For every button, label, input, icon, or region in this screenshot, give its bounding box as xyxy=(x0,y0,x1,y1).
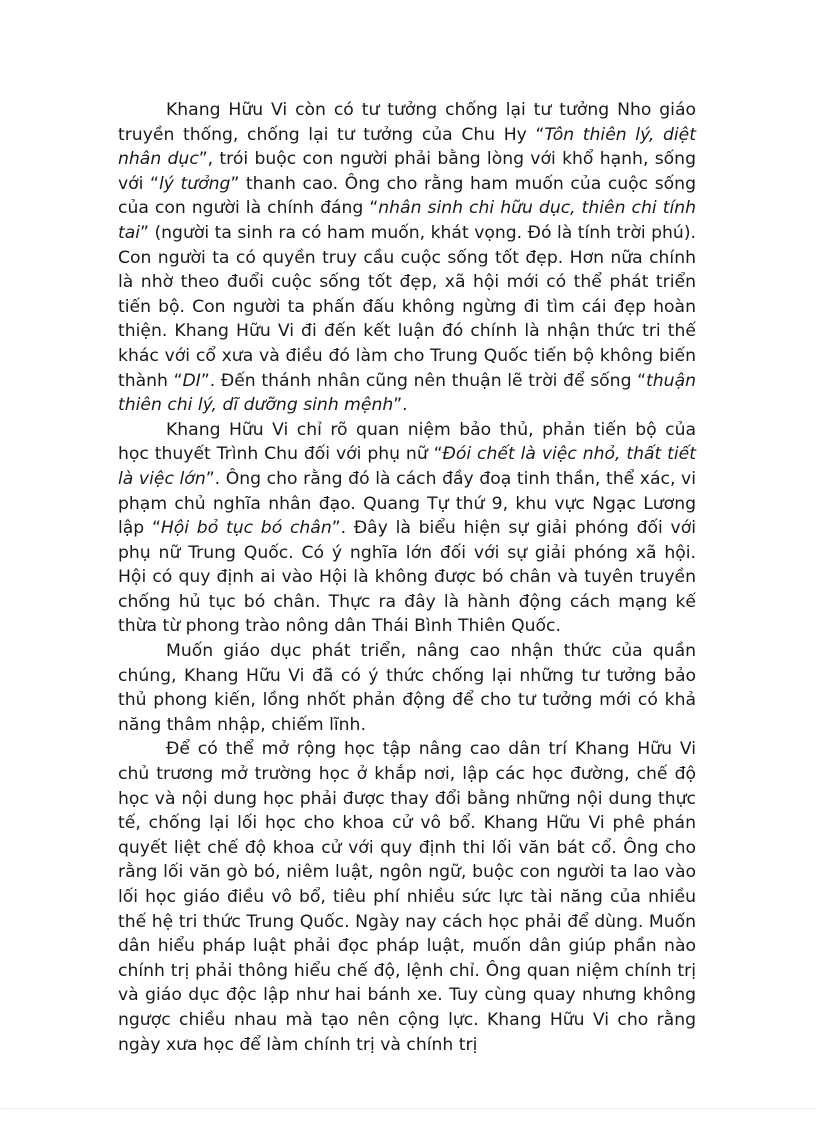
text-run: ”. xyxy=(393,395,408,416)
text-run: ” thanh cao. Ông cho rằng ham muốn của cuộc sống của con người là chính đáng “ xyxy=(118,173,696,219)
italic-quote: thuận thiên chi lý, dĩ dưỡng sinh mệnh xyxy=(118,370,696,416)
paragraph-1 xyxy=(118,98,696,418)
text-run: Để có thể mở rộng học tập nâng cao dân trí Khang Hữu Vi chủ trương mở trường học ở khắp nơi, lập các học đường, chế độ học và nội dung học phải được thay đổi bằng những nội dung thực tế, chống lại lối học cho khoa cử vô bổ. Khang Hữu Vi phê phán quyết liệt chế độ khoa cử với quy định thi lối văn bát cổ. Ông cho rằng lối văn gò bó, niêm luật, ngôn ngữ, buộc con người ta lao vào lối học giáo điều vô bổ, tiêu phí nhiều sức lực tài năng của nhiều thế hệ tri thức Trung Quốc. Ngày nay cách học phải để dùng. Muốn dân hiểu pháp luật phải đọc pháp luật, muốn dân giúp phần nào chính trị phải thông hiểu chế độ, lệnh chỉ. Ông quan niệm chính trị và giáo dục độc lập như hai bánh xe. Tuy cùng quay nhưng không ngược chiều nhau mà tạo nên cộng lực. Khang Hữu Vi cho rằng ngày xưa học để làm chính trị và chính trị xyxy=(118,739,696,1055)
italic-quote: Tôn thiên lý, diệt nhân dục xyxy=(118,124,697,170)
text-run: ”. Đây là biểu hiện sự giải phóng đối với phụ nữ Trung Quốc. Có ý nghĩa lớn đối với sự giải phóng xã hội. Hội có quy định ai vào Hội là không được bó chân và tuyên truyền chống hủ tục bó chân. Thực ra đây là hành động cách mạng kế thừa từ phong trào nông dân Thái Bình Thiên Quốc. xyxy=(118,518,696,637)
italic-quote: Đói chết là việc nhỏ, thất tiết là việc lớn xyxy=(118,444,696,489)
text-run: ”. Đến thánh nhân cũng nên thuận lẽ trời để sống “ xyxy=(200,370,647,391)
italic-quote: DI xyxy=(182,370,201,391)
document-body xyxy=(118,98,696,1057)
text-run: ”. Ông cho rằng đó là cách đầy đoạ tinh thần, thể xác, vi phạm chủ nghĩa nhân đạo. Quang Tự thứ 9, khu vực Ngạc Lương lập “ xyxy=(118,468,696,539)
italic-quote: Hội bỏ tục bó chân xyxy=(160,518,332,539)
italic-quote: lý tưởng xyxy=(158,173,231,194)
paragraph-4 xyxy=(118,737,696,1057)
page-edge-divider xyxy=(0,1108,816,1109)
text-run: ” (người ta sinh ra có ham muốn, khát vọng. Đó là tính trời phú). Con người ta có quyền truy cầu cuộc sống tốt đẹp. Hơn nữa chính là nhờ theo đuổi cuộc sống tốt đẹp, xã hội mới có thể phát triển tiến bộ. Con người ta phấn đấu không ngừng đi tìm cái đẹp hoàn thiện. Khang Hữu Vi đi đến kết luận đó chính là nhận thức tri thế khác với cổ xưa và điều đó làm cho Trung Quốc tiến bộ không biến thành “ xyxy=(118,222,696,391)
paragraph-3 xyxy=(118,639,696,737)
text-run: ”, trói buộc con người phải bằng lòng với khổ hạnh, sống với “ xyxy=(118,149,696,194)
text-run: Khang Hữu Vi còn có tư tưởng chống lại tư tưởng Nho giáo truyền thống, chống lại tư tưởng của Chu Hy “ xyxy=(118,100,696,145)
italic-quote: nhân sinh chi hữu dục, thiên chi tính tai xyxy=(118,198,697,243)
text-run: Muốn giáo dục phát triển, nâng cao nhận thức của quần chúng, Khang Hữu Vi đã có ý thức chống lại những tư tưởng bảo thủ phong kiến, lồng nhốt phản động để cho tư tưởng mới có khả năng thâm nhập, chiếm lĩnh. xyxy=(118,641,696,735)
text-run: Khang Hữu Vi chỉ rõ quan niệm bảo thủ, phản tiến bộ của học thuyết Trình Chu đối với phụ nữ “ xyxy=(118,419,696,465)
paragraph-2 xyxy=(118,418,696,639)
